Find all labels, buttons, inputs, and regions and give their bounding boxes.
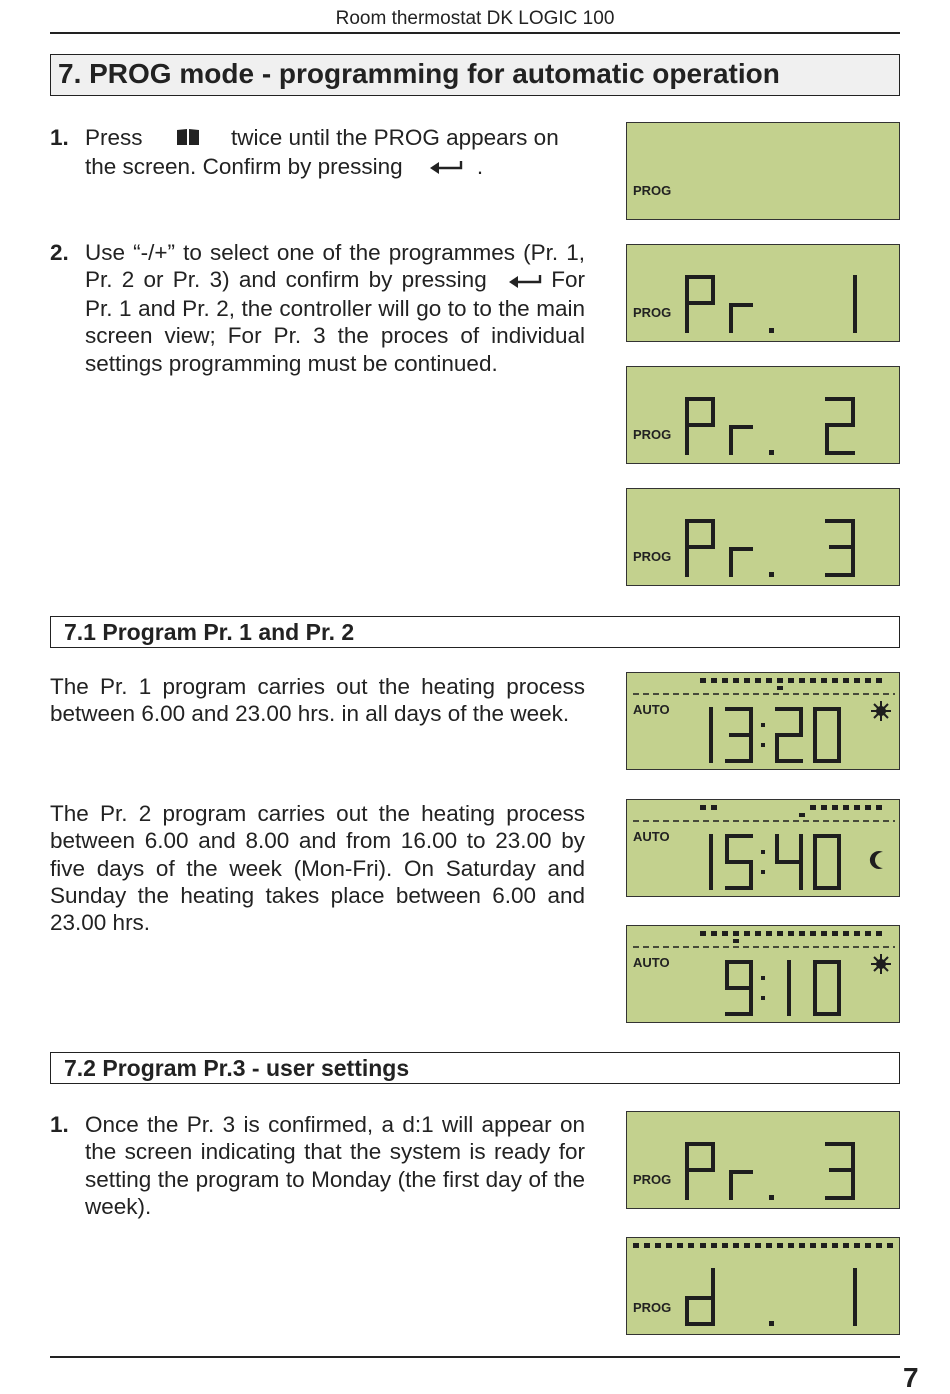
section-7-step-2 (50, 239, 585, 377)
moon-icon (870, 851, 883, 869)
lcd-display-pr1 (687, 277, 855, 333)
lcd-screen-prog (626, 122, 900, 220)
lcd-mode-label: AUTO (633, 702, 670, 717)
sun-icon (871, 954, 891, 974)
step-number: 2. (50, 240, 69, 265)
lcd-mode-label: PROG (633, 1172, 672, 1187)
lcd-screen-0910 (626, 925, 900, 1023)
lcd-clock-digits (711, 836, 839, 888)
lcd-screen-pr1 (626, 244, 900, 342)
lcd-mode-label: AUTO (633, 955, 670, 970)
lcd-screen-pr2 (626, 366, 900, 464)
lcd-screen-pr3 (626, 488, 900, 586)
lcd-mode-label: PROG (633, 1300, 672, 1315)
lcd-screen-d1 (626, 1237, 900, 1335)
step-number: 1. (50, 125, 69, 150)
page-number: 7 (903, 1362, 919, 1393)
lcd-clock-digits (727, 962, 839, 1014)
lcd-screen-pr3-user (626, 1111, 900, 1209)
step-number: 1. (50, 1112, 69, 1137)
step-text-a: Press (85, 125, 143, 150)
header-rule (50, 32, 900, 34)
step-text-b: twice until the PROG appears on the screen. Confirm by pressing (85, 125, 559, 179)
section-7-2-step-1 (50, 1111, 585, 1220)
running-header: Room thermostat DK LOGIC 100 (335, 8, 615, 29)
section-7-1-title: 7.1 Program Pr. 1 and Pr. 2 (64, 619, 355, 645)
section-7-step-1 (50, 124, 585, 181)
enter-arrow-icon (429, 154, 463, 181)
hour-bar-dots (700, 931, 882, 943)
lcd-display-d1 (687, 1270, 855, 1326)
enter-arrow-icon (508, 268, 542, 295)
lcd-screen-1320 (626, 672, 900, 770)
step-text-b: For Pr. 1 and Pr. 2, the controller will go to to the main screen view; For Pr. 3 the proces of individual settings programming must be continued. (85, 267, 585, 376)
step-text-end: . (476, 153, 484, 179)
pr1-description: The Pr. 1 program carries out the heating process between 6.00 and 23.00 hrs. in all days of the week. (50, 674, 585, 727)
section-7-2-title: 7.2 Program Pr.3 - user settings (64, 1055, 410, 1081)
book-icon (175, 125, 201, 152)
footer-rule (50, 1356, 900, 1358)
lcd-display-pr2 (687, 399, 853, 455)
hour-bar-dots (700, 678, 882, 690)
lcd-display-pr3 (687, 1144, 853, 1200)
lcd-screen-1540 (626, 799, 900, 897)
pr2-description: The Pr. 2 program carries out the heating process between 6.00 and 8.00 and from 16.00 to 23.00 by five days of the week (Mon-Fri). On Saturday and Sunday the heating takes place between 6.00 and 23.00 hrs. (50, 801, 585, 936)
hour-bar-dots (633, 1243, 893, 1248)
lcd-display-pr3 (687, 521, 853, 577)
lcd-mode-label: PROG (633, 183, 672, 198)
step-text-a: Use “-/+” to select one of the programmes (Pr. 1, Pr. 2 or Pr. 3) and confirm by pressing (85, 240, 585, 293)
sun-icon (871, 701, 891, 721)
section-7-title: 7. PROG mode - programming for automatic operation (58, 58, 780, 89)
lcd-mode-label: PROG (633, 549, 672, 564)
lcd-mode-label: AUTO (633, 829, 670, 844)
lcd-mode-label: PROG (633, 427, 672, 442)
hour-bar-dots (700, 805, 882, 817)
lcd-mode-label: PROG (633, 305, 672, 320)
step-text: Once the Pr. 3 is confirmed, a d:1 will appear on the screen indicating that the system is ready for setting the program to Monday (the first day of the week). (85, 1112, 585, 1219)
lcd-clock-digits (711, 709, 839, 761)
